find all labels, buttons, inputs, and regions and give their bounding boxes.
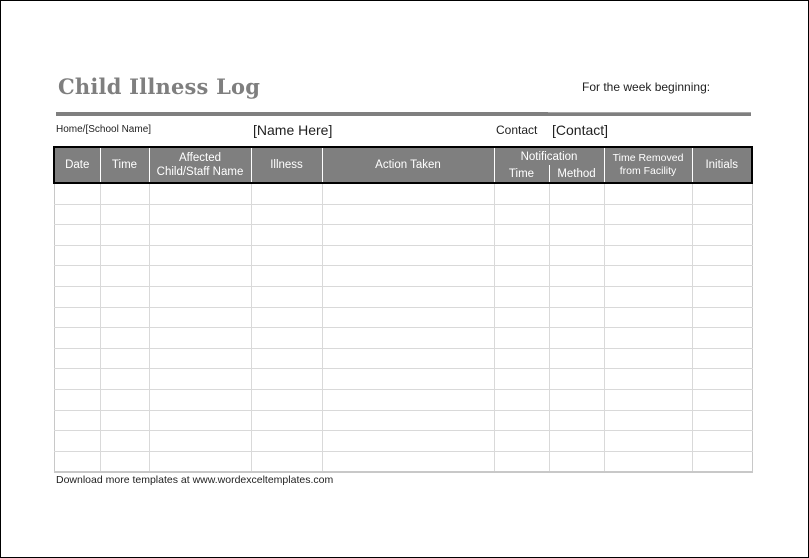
cell-date[interactable] — [54, 348, 100, 369]
week-beginning-label: For the week beginning: — [582, 80, 711, 94]
table-row — [54, 328, 752, 349]
cell-notif-time[interactable] — [494, 328, 549, 349]
cell-initials[interactable] — [692, 348, 752, 369]
contact-field[interactable]: [Contact] — [552, 122, 609, 138]
cell-time-removed[interactable] — [604, 266, 692, 287]
cell-initials[interactable] — [692, 204, 752, 225]
table-row — [54, 431, 752, 452]
cell-illness[interactable] — [251, 266, 322, 287]
cell-notif-method[interactable] — [549, 307, 604, 328]
cell-illness[interactable] — [251, 451, 322, 472]
cell-illness[interactable] — [251, 348, 322, 369]
illness-log-table — [53, 146, 753, 473]
cell-date[interactable] — [54, 266, 100, 287]
cell-time[interactable] — [100, 328, 149, 349]
cell-time[interactable] — [100, 266, 149, 287]
cell-notif-time[interactable] — [494, 204, 549, 225]
cell-initials[interactable] — [692, 328, 752, 349]
cell-notif-time[interactable] — [494, 389, 549, 410]
cell-affected[interactable] — [149, 389, 251, 410]
col-header-affected-line2: Child/Staff Name — [156, 166, 244, 178]
cell-time-removed[interactable] — [604, 369, 692, 390]
cell-notif-time[interactable] — [494, 410, 549, 431]
cell-action[interactable] — [322, 369, 494, 390]
cell-date[interactable] — [54, 183, 100, 204]
cell-notif-time[interactable] — [494, 286, 549, 307]
cell-notif-method[interactable] — [549, 183, 604, 204]
table-row — [54, 307, 752, 328]
name-field[interactable]: [Name Here] — [253, 122, 333, 138]
cell-notif-method[interactable] — [549, 204, 604, 225]
table-header — [54, 147, 752, 183]
cell-time[interactable] — [100, 410, 149, 431]
table-body — [54, 183, 752, 472]
col-header-notification: Notification — [494, 147, 604, 165]
cell-illness[interactable] — [251, 245, 322, 266]
cell-affected[interactable] — [149, 225, 251, 246]
cell-initials[interactable] — [692, 410, 752, 431]
table-row — [54, 183, 752, 204]
cell-notif-method[interactable] — [549, 225, 604, 246]
cell-notif-method[interactable] — [549, 328, 604, 349]
cell-illness[interactable] — [251, 431, 322, 452]
table-row — [54, 451, 752, 472]
cell-notif-time[interactable] — [494, 451, 549, 472]
home-school-label: Home/[School Name] — [56, 124, 152, 135]
cell-affected[interactable] — [149, 245, 251, 266]
cell-affected[interactable] — [149, 266, 251, 287]
cell-time[interactable] — [100, 307, 149, 328]
cell-notif-time[interactable] — [494, 307, 549, 328]
cell-illness[interactable] — [251, 410, 322, 431]
cell-action[interactable] — [322, 389, 494, 410]
cell-action[interactable] — [322, 348, 494, 369]
cell-affected[interactable] — [149, 451, 251, 472]
cell-time-removed[interactable] — [604, 451, 692, 472]
cell-action[interactable] — [322, 328, 494, 349]
cell-illness[interactable] — [251, 389, 322, 410]
table-row — [54, 369, 752, 390]
table-row — [54, 245, 752, 266]
cell-notif-method[interactable] — [549, 369, 604, 390]
cell-action[interactable] — [322, 451, 494, 472]
cell-action[interactable] — [322, 266, 494, 287]
contact-label: Contact — [496, 123, 538, 137]
cell-illness[interactable] — [251, 183, 322, 204]
table-row — [54, 348, 752, 369]
cell-illness[interactable] — [251, 369, 322, 390]
cell-notif-method[interactable] — [549, 245, 604, 266]
cell-time-removed[interactable] — [604, 204, 692, 225]
cell-time[interactable] — [100, 431, 149, 452]
cell-initials[interactable] — [692, 389, 752, 410]
cell-initials[interactable] — [692, 225, 752, 246]
cell-notif-time[interactable] — [494, 266, 549, 287]
cell-time-removed[interactable] — [604, 328, 692, 349]
cell-notif-method[interactable] — [549, 389, 604, 410]
cell-time-removed[interactable] — [604, 307, 692, 328]
cell-affected[interactable] — [149, 369, 251, 390]
cell-notif-method[interactable] — [549, 451, 604, 472]
cell-initials[interactable] — [692, 369, 752, 390]
cell-illness[interactable] — [251, 307, 322, 328]
cell-action[interactable] — [322, 245, 494, 266]
cell-action[interactable] — [322, 183, 494, 204]
cell-affected[interactable] — [149, 204, 251, 225]
page-title: Child Illness Log — [58, 74, 261, 99]
cell-date[interactable] — [54, 286, 100, 307]
cell-action[interactable] — [322, 204, 494, 225]
cell-time-removed[interactable] — [604, 225, 692, 246]
cell-illness[interactable] — [251, 286, 322, 307]
title-rule-left — [56, 112, 552, 116]
cell-notif-method[interactable] — [549, 266, 604, 287]
cell-date[interactable] — [54, 204, 100, 225]
cell-illness[interactable] — [251, 225, 322, 246]
cell-date[interactable] — [54, 410, 100, 431]
cell-date[interactable] — [54, 225, 100, 246]
cell-notif-method[interactable] — [549, 431, 604, 452]
cell-initials[interactable] — [692, 266, 752, 287]
col-header-removed-line1: Time Removed — [612, 152, 684, 164]
cell-time-removed[interactable] — [604, 410, 692, 431]
table-row — [54, 389, 752, 410]
cell-time-removed[interactable] — [604, 431, 692, 452]
cell-action[interactable] — [322, 431, 494, 452]
cell-time-removed[interactable] — [604, 286, 692, 307]
cell-affected[interactable] — [149, 348, 251, 369]
table-row — [54, 225, 752, 246]
cell-affected[interactable] — [149, 431, 251, 452]
cell-initials[interactable] — [692, 245, 752, 266]
cell-illness[interactable] — [251, 328, 322, 349]
cell-time-removed[interactable] — [604, 183, 692, 204]
cell-initials[interactable] — [692, 307, 752, 328]
cell-date[interactable] — [54, 328, 100, 349]
cell-date[interactable] — [54, 451, 100, 472]
cell-time-removed[interactable] — [604, 389, 692, 410]
cell-affected[interactable] — [149, 328, 251, 349]
cell-time[interactable] — [100, 451, 149, 472]
cell-time[interactable] — [100, 389, 149, 410]
footer-download-text: Download more templates at www.wordexceltemplates.com — [56, 474, 334, 486]
cell-action[interactable] — [322, 286, 494, 307]
table-row — [54, 410, 752, 431]
cell-action[interactable] — [322, 410, 494, 431]
cell-notif-time[interactable] — [494, 245, 549, 266]
cell-notif-time[interactable] — [494, 348, 549, 369]
title-rule-right — [548, 113, 751, 116]
cell-affected[interactable] — [149, 183, 251, 204]
cell-time[interactable] — [100, 286, 149, 307]
col-header-time-removed — [604, 147, 692, 183]
cell-time[interactable] — [100, 225, 149, 246]
cell-initials[interactable] — [692, 451, 752, 472]
col-header-notif-time: Time — [494, 165, 549, 183]
cell-initials[interactable] — [692, 183, 752, 204]
cell-date[interactable] — [54, 307, 100, 328]
cell-notif-time[interactable] — [494, 369, 549, 390]
cell-time[interactable] — [100, 369, 149, 390]
cell-notif-method[interactable] — [549, 348, 604, 369]
cell-initials[interactable] — [692, 286, 752, 307]
cell-time[interactable] — [100, 245, 149, 266]
cell-notif-method[interactable] — [549, 410, 604, 431]
col-header-action: Action Taken — [322, 147, 494, 183]
table-row — [54, 286, 752, 307]
cell-illness[interactable] — [251, 204, 322, 225]
col-header-time: Time — [100, 147, 149, 183]
col-header-illness: Illness — [251, 147, 322, 183]
cell-date[interactable] — [54, 369, 100, 390]
cell-date[interactable] — [54, 431, 100, 452]
col-header-notif-method: Method — [549, 165, 604, 183]
cell-time-removed[interactable] — [604, 348, 692, 369]
col-header-affected-line1: Affected — [179, 152, 221, 164]
table-row — [54, 204, 752, 225]
cell-affected[interactable] — [149, 410, 251, 431]
cell-affected[interactable] — [149, 307, 251, 328]
cell-action[interactable] — [322, 225, 494, 246]
cell-notif-time[interactable] — [494, 431, 549, 452]
cell-notif-time[interactable] — [494, 183, 549, 204]
cell-affected[interactable] — [149, 286, 251, 307]
cell-initials[interactable] — [692, 431, 752, 452]
cell-date[interactable] — [54, 245, 100, 266]
col-header-date: Date — [54, 147, 100, 183]
cell-notif-time[interactable] — [494, 225, 549, 246]
col-header-initials: Initials — [692, 147, 752, 183]
cell-time[interactable] — [100, 348, 149, 369]
col-header-removed-line2: from Facility — [619, 165, 677, 177]
cell-time[interactable] — [100, 204, 149, 225]
cell-time[interactable] — [100, 183, 149, 204]
table-row — [54, 266, 752, 287]
cell-date[interactable] — [54, 389, 100, 410]
cell-time-removed[interactable] — [604, 245, 692, 266]
cell-action[interactable] — [322, 307, 494, 328]
cell-notif-method[interactable] — [549, 286, 604, 307]
col-header-affected — [149, 147, 251, 183]
